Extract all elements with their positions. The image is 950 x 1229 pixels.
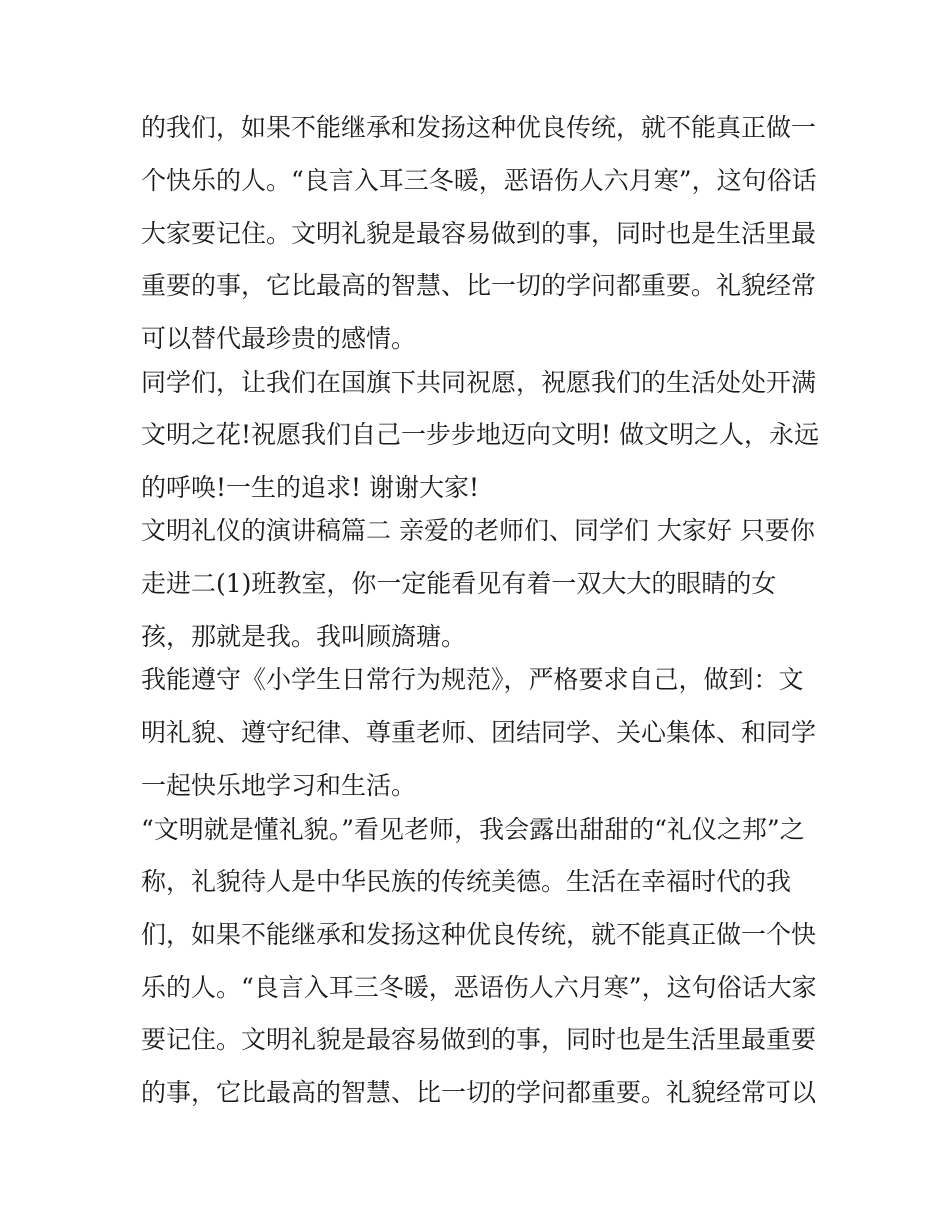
text-line: 可以替代最珍贵的感情。 (141, 324, 417, 353)
text-line: 们，如果不能继承和发扬这种优良传统，就不能真正做一个快 (141, 920, 817, 949)
text-line: 要记住。文明礼貌是最容易做到的事，同时也是生活里最重要 (141, 1025, 817, 1054)
text-line: 的呼唤!一生的追求! 谢谢大家! (141, 473, 480, 502)
text-line: 的事，它比最高的智慧、比一切的学问都重要。礼貌经常可以 (141, 1078, 817, 1107)
text-line: 大家要记住。文明礼貌是最容易做到的事，同时也是生活里最 (141, 219, 817, 248)
text-line: 同学们，让我们在国旗下共同祝愿，祝愿我们的生活处处开满 (141, 368, 817, 397)
text-line: “文明就是懂礼貌。”看见老师，我会露出甜甜的“礼仪之邦”之 (141, 815, 805, 844)
text-line: 走进二(1)班教室，你一定能看见有着一双大大的眼睛的女 (141, 569, 777, 598)
text-line: 文明礼仪的演讲稿篇二 亲爱的老师们、同学们 大家好 只要你 (141, 516, 815, 545)
text-line: 的我们，如果不能继承和发扬这种优良传统，就不能真正做一 (141, 113, 817, 142)
text-line: 明礼貌、遵守纪律、尊重老师、团结同学、关心集体、和同学 (141, 718, 817, 747)
text-line: 孩，那就是我。我叫顾旖瑭。 (141, 622, 467, 651)
text-line: 我能遵守《小学生日常行为规范》，严格要求自己，做到：文 (141, 665, 804, 694)
text-line: 重要的事，它比最高的智慧、比一切的学问都重要。礼貌经常 (141, 271, 817, 300)
text-line: 文明之花!祝愿我们自己一步步地迈向文明! 做文明之人，永远 (141, 420, 820, 449)
text-line: 称，礼貌待人是中华民族的传统美德。生活在幸福时代的我 (141, 867, 792, 896)
text-line: 个快乐的人。“良言入耳三冬暖，恶语伤人六月寒”，这句俗话 (141, 166, 817, 195)
text-line: 一起快乐地学习和生活。 (141, 771, 417, 800)
text-line: 乐的人。“良言入耳三冬暖，恶语伤人六月寒”，这句俗话大家 (141, 973, 817, 1002)
